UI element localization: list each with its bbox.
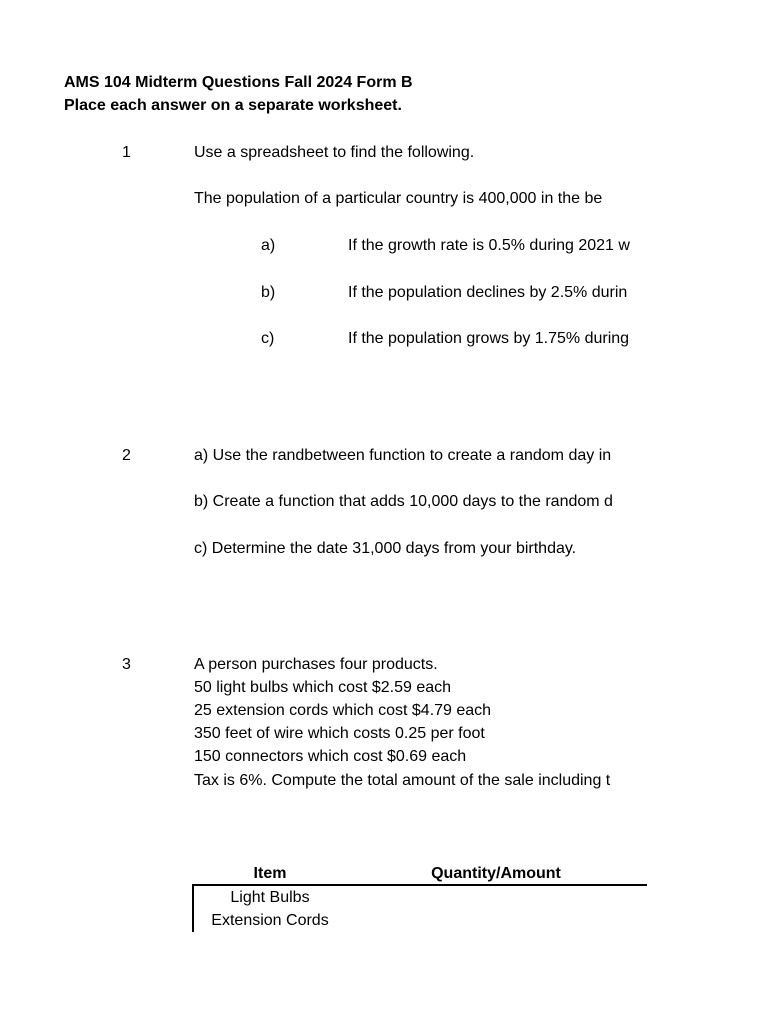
question-2c-text: c) Determine the date 31,000 days from your birthday. <box>194 540 577 557</box>
question-3-line: 25 extension cords which cost $4.79 each <box>194 702 492 719</box>
question-1b-text: If the population declines by 2.5% durin <box>348 284 628 301</box>
question-1a-label: a) <box>261 237 276 254</box>
table-row-item: Light Bulbs <box>230 889 310 906</box>
table-header-item: Item <box>253 865 287 882</box>
question-2a-text: a) Use the randbetween function to create a random day in <box>194 447 612 464</box>
table-row-item: Extension Cords <box>211 912 329 929</box>
question-1c-text: If the population grows by 1.75% during <box>348 330 630 347</box>
question-1-stem: The population of a particular country is 400,000 in the be <box>194 190 603 207</box>
question-2b-text: b) Create a function that adds 10,000 days to the random d <box>194 493 613 510</box>
question-1a-text: If the growth rate is 0.5% during 2021 w <box>348 237 630 254</box>
question-3-line: 50 light bulbs which cost $2.59 each <box>194 679 452 696</box>
question-3-line: 150 connectors which cost $0.69 each <box>194 748 467 765</box>
question-1c-label: c) <box>261 330 275 347</box>
table-header-quantity: Quantity/Amount <box>431 865 561 882</box>
question-1-number: 1 <box>122 144 131 161</box>
question-3-number: 3 <box>122 656 131 673</box>
question-3-line: Tax is 6%. Compute the total amount of the sale including t <box>194 772 611 789</box>
question-2-number: 2 <box>122 447 131 464</box>
table-top-border <box>192 884 647 886</box>
exam-title: AMS 104 Midterm Questions Fall 2024 Form B <box>64 74 413 91</box>
question-1-intro: Use a spreadsheet to find the following. <box>194 144 475 161</box>
question-1b-label: b) <box>261 284 276 301</box>
question-3-line: A person purchases four products. <box>194 656 438 673</box>
question-3-line: 350 feet of wire which costs 0.25 per foot <box>194 725 485 742</box>
exam-instruction: Place each answer on a separate worksheet. <box>64 97 402 114</box>
